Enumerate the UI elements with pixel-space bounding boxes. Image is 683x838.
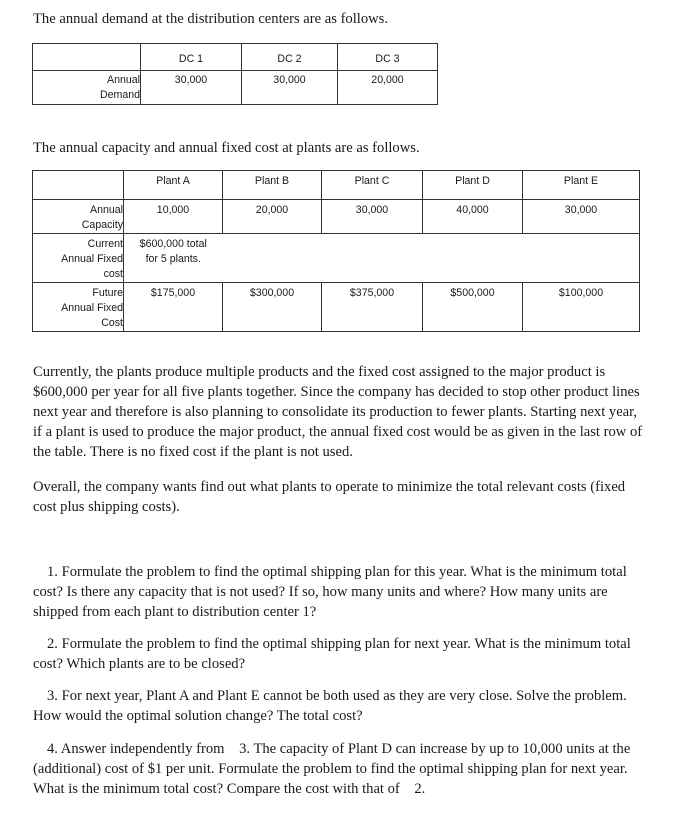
future-cost-b: $300,000	[223, 283, 322, 332]
question-2: 2. Formulate the problem to find the optimal shipping plan for next year. What is the minimum total cost? Which plants are to be closed?	[33, 636, 631, 672]
plant-header-e: Plant E	[523, 171, 640, 200]
future-label-line3: Cost	[101, 317, 123, 329]
current-value-line1: $600,000 total	[139, 238, 207, 250]
capacity-value-a: 10,000	[124, 200, 223, 234]
plant-table	[32, 170, 640, 332]
demand-header-dc1: DC 1	[141, 44, 242, 71]
demand-corner-cell	[33, 44, 141, 71]
plant-header-d: Plant D	[423, 171, 523, 200]
demand-table	[32, 43, 438, 105]
plant-header-a: Plant A	[124, 171, 223, 200]
plant-header-row	[33, 171, 640, 200]
demand-label-line1: Annual	[107, 74, 140, 86]
demand-value-dc1: 30,000	[141, 71, 242, 105]
future-cost-row-label	[33, 283, 124, 332]
capacity-label-line2: Capacity	[81, 219, 123, 231]
question-4: 4. Answer independently from 3. The capacity of Plant D can increase by up to 10,000 units at the (additional) cost of $1 per unit. Formulate the problem to find the optimal shipping plan for next year. What is the minimum total cost? Compare the cost with that of 2.	[33, 741, 634, 797]
demand-header-row	[33, 44, 438, 71]
current-label-line1: Current	[87, 238, 123, 250]
current-cost-row-label	[33, 234, 124, 283]
capacity-label-line1: Annual	[90, 204, 123, 216]
capacity-value-c: 30,000	[322, 200, 423, 234]
capacity-row	[33, 200, 640, 234]
demand-header-dc3: DC 3	[338, 44, 438, 71]
current-cost-empty-e	[523, 234, 640, 283]
capacity-value-e: 30,000	[523, 200, 640, 234]
current-cost-empty-b	[223, 234, 322, 283]
plant-header-c: Plant C	[322, 171, 423, 200]
current-cost-value	[124, 234, 223, 283]
future-cost-a: $175,000	[124, 283, 223, 332]
capacity-row-label	[33, 200, 124, 234]
current-cost-empty-d	[423, 234, 523, 283]
context-paragraph: Currently, the plants produce multiple products and the fixed cost assigned to the major product is $600,000 per year for all five plants together. Since the company has decided to stop other product lines next year and therefore is also planning to consolidate its production to fewer plants. Starting next year, if a plant is used to produce the major product, the annual fixed cost would be as given in the last row of the table. There is no fixed cost if the plant is not used.	[33, 364, 643, 460]
current-label-line3: cost	[103, 268, 123, 280]
capacity-value-d: 40,000	[423, 200, 523, 234]
demand-intro: The annual demand at the distribution centers are as follows.	[33, 11, 389, 27]
plant-corner-cell	[33, 171, 124, 200]
demand-value-dc3: 20,000	[338, 71, 438, 105]
objective-paragraph: Overall, the company wants find out what plants to operate to minimize the total relevant costs (fixed cost plus shipping costs).	[33, 479, 626, 515]
capacity-intro: The annual capacity and annual fixed cost at plants are as follows.	[33, 140, 420, 156]
demand-row-label	[33, 71, 141, 105]
future-label-line1: Future	[92, 287, 123, 299]
question-3: 3. For next year, Plant A and Plant E cannot be both used as they are very close. Solve the problem. How would the optimal solution change? The total cost?	[33, 688, 627, 724]
future-cost-c: $375,000	[322, 283, 423, 332]
future-cost-d: $500,000	[423, 283, 523, 332]
current-fixed-cost-row	[33, 234, 640, 283]
demand-header-dc2: DC 2	[242, 44, 338, 71]
capacity-value-b: 20,000	[223, 200, 322, 234]
future-label-line2: Annual Fixed	[61, 302, 123, 314]
question-1: 1. Formulate the problem to find the optimal shipping plan for this year. What is the minimum total cost? Is there any capacity that is not used? If so, how many units and where? How many units are shipped from each plant to distribution center 1?	[33, 564, 627, 620]
current-value-line2: for 5 plants.	[145, 253, 201, 265]
future-fixed-cost-row	[33, 283, 640, 332]
demand-value-dc2: 30,000	[242, 71, 338, 105]
plant-header-b: Plant B	[223, 171, 322, 200]
future-cost-e: $100,000	[523, 283, 640, 332]
demand-row	[33, 71, 438, 105]
current-cost-empty-c	[322, 234, 423, 283]
demand-label-line2: Demand	[99, 89, 140, 101]
current-label-line2: Annual Fixed	[61, 253, 123, 265]
